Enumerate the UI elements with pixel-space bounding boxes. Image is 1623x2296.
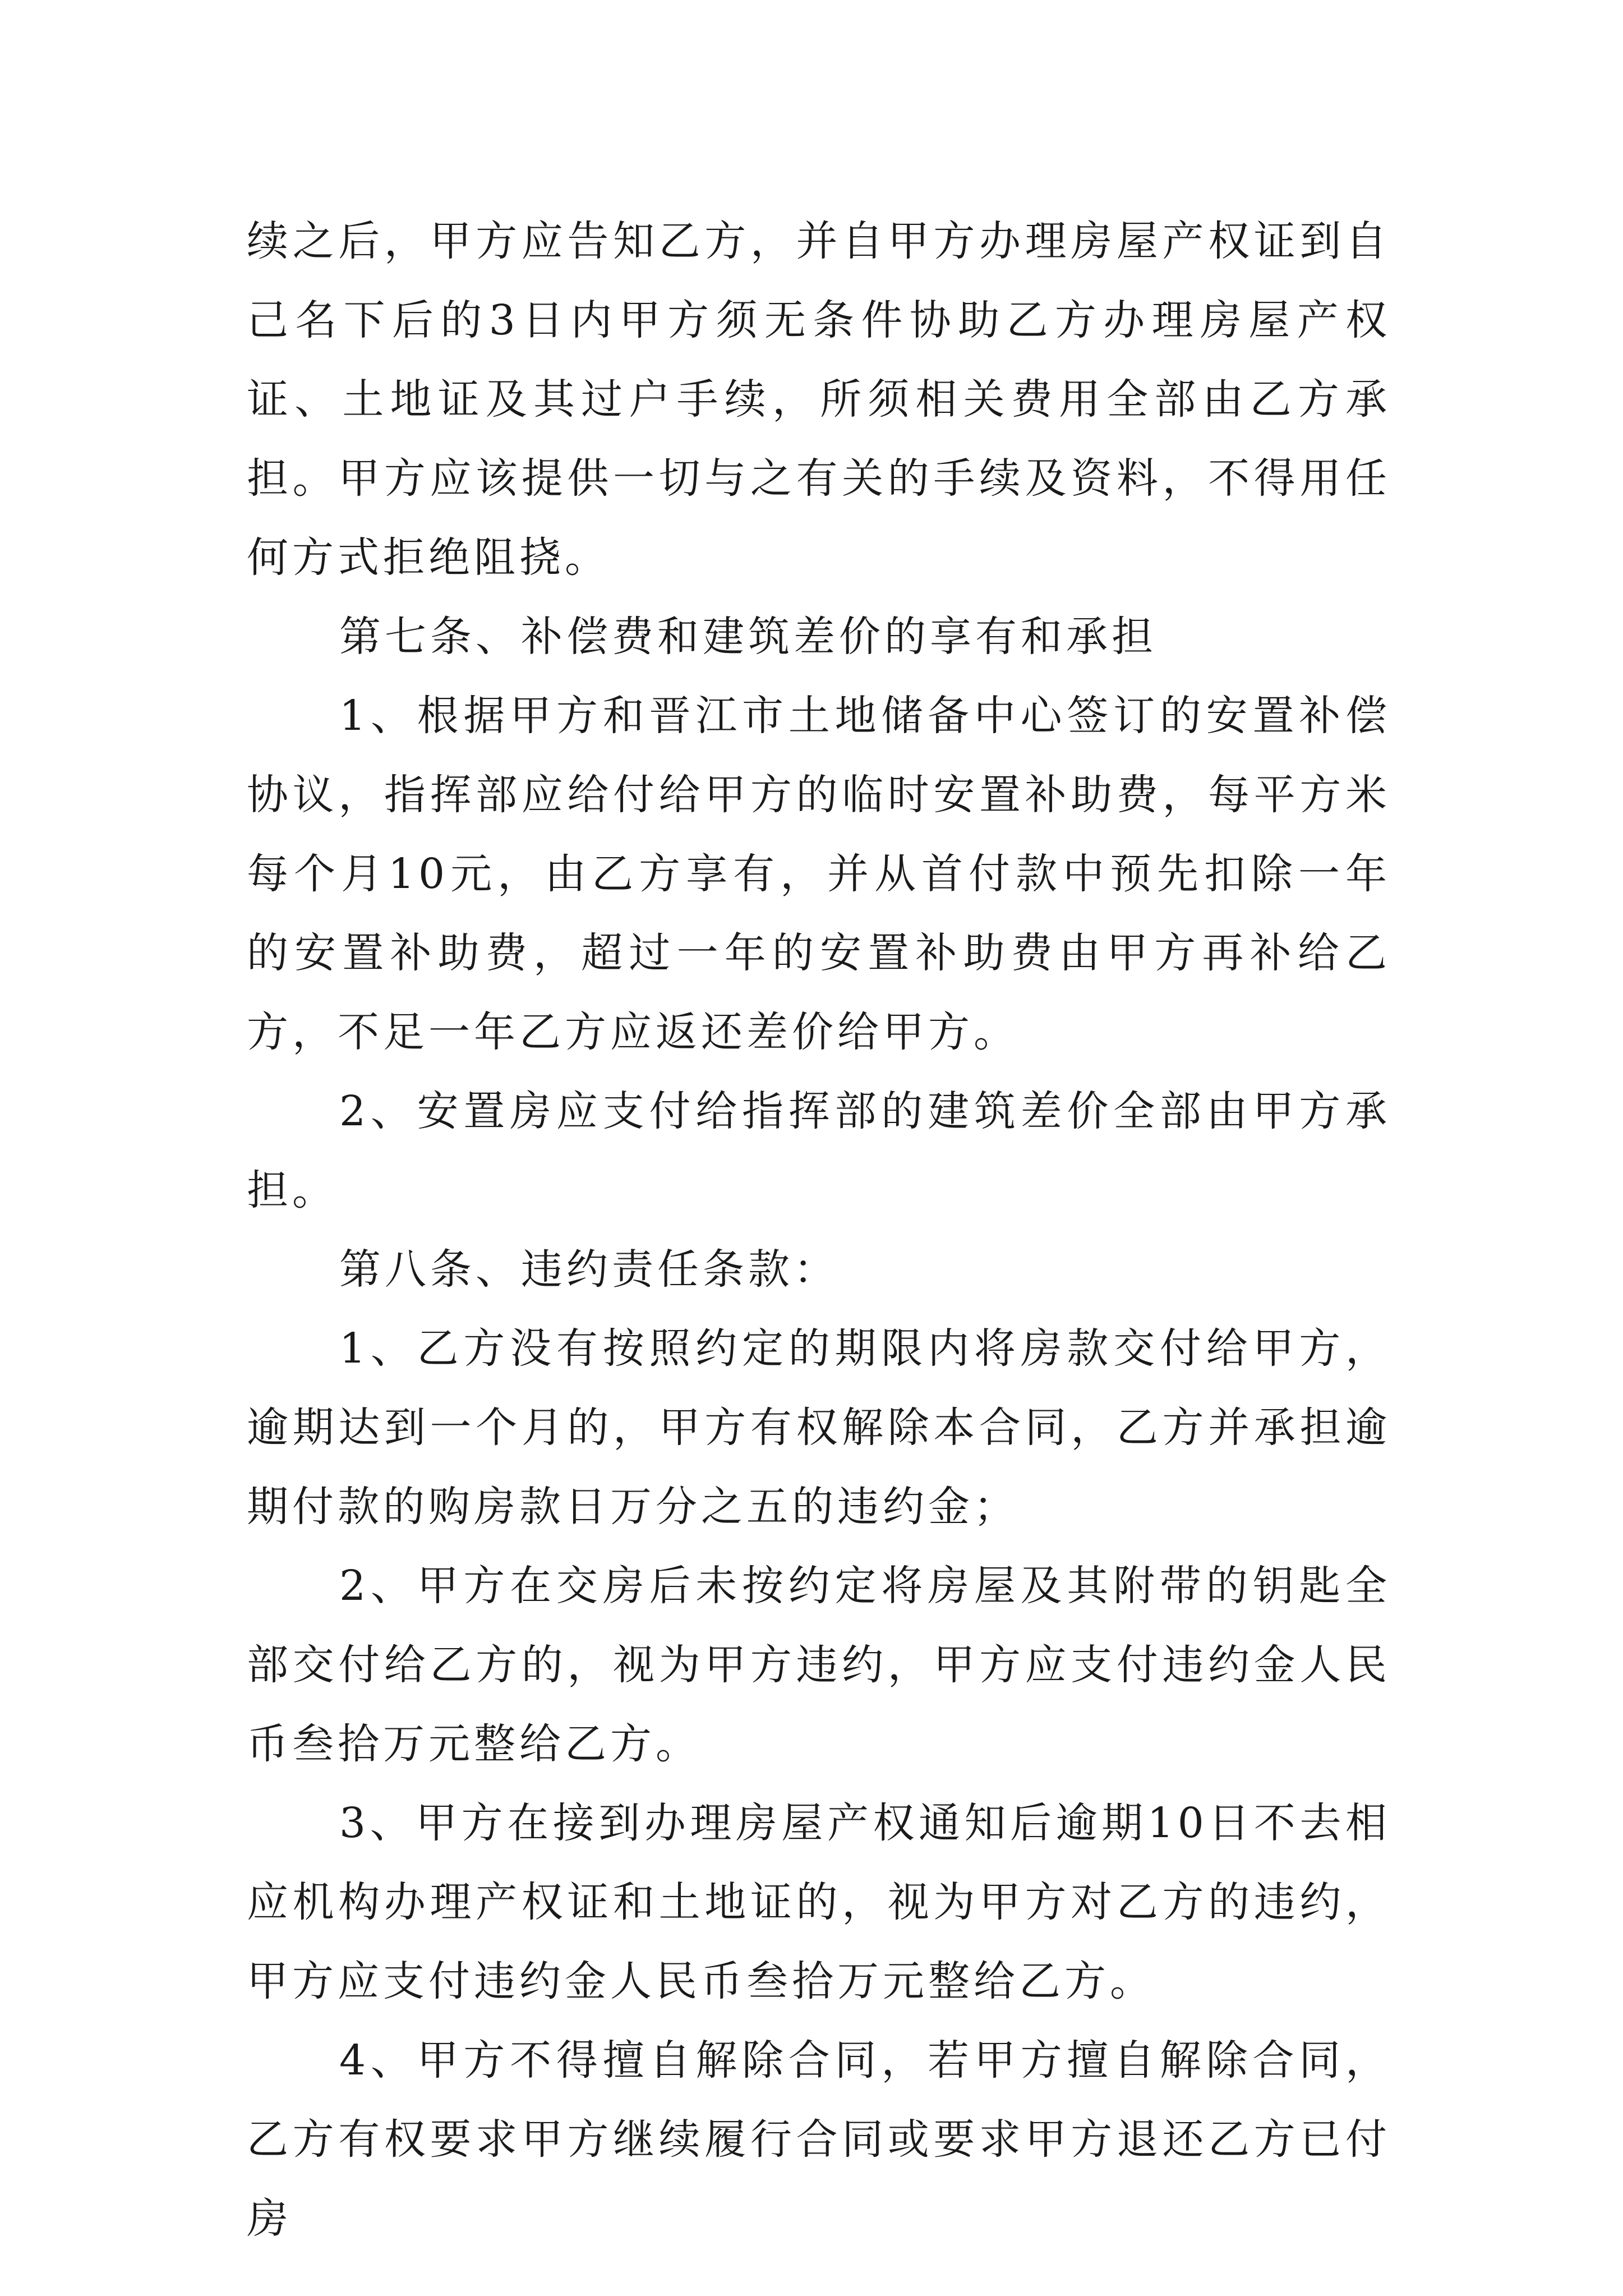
document-body — [247, 202, 1391, 2258]
article-7-clause-2: 2、安置房应支付给指挥部的建筑差价全部由甲方承担。 — [247, 1087, 1391, 1214]
paragraph-continuation: 续之后，甲方应告知乙方，并自甲方办理房屋产权证到自己名下后的3日内甲方须无条件协助乙方办理房屋产权证、土地证及其过户手续，所须相关费用全部由乙方承担。甲方应该提供一切与之有关的手续及资料，不得用任何方式拒绝阻挠。 — [247, 217, 1391, 582]
article-8-clause-2: 2、甲方在交房后未按约定将房屋及其附带的钥匙全部交付给乙方的，视为甲方违约，甲方应支付违约金人民币叁拾万元整给乙方。 — [247, 1562, 1391, 1768]
article-8-clause-1: 1、乙方没有按照约定的期限内将房款交付给甲方，逾期达到一个月的，甲方有权解除本合同，乙方并承担逾期付款的购房款日万分之五的违约金； — [247, 1324, 1391, 1531]
article-8-clause-3: 3、甲方在接到办理房屋产权通知后逾期10日不去相应机构办理产权证和土地证的，视为甲方对乙方的违约，甲方应支付违约金人民币叁拾万元整给乙方。 — [247, 1799, 1391, 2005]
article-7-heading: 第七条、补偿费和建筑差价的享有和承担 — [339, 613, 1157, 661]
article-7-clause-1: 1、根据甲方和晋江市土地储备中心签订的安置补偿协议，指挥部应给付给甲方的临时安置补助费，每平方米每个月10元，由乙方享有，并从首付款中预先扣除一年的安置补助费，超过一年的安置补助费由甲方再补给乙方，不足一年乙方应返还差价给甲方。 — [247, 692, 1391, 1056]
article-8-heading: 第八条、违约责任条款： — [339, 1245, 839, 1294]
article-8-clause-4: 4、甲方不得擅自解除合同，若甲方擅自解除合同，乙方有权要求甲方继续履行合同或要求甲方退还乙方已付房 — [247, 2036, 1391, 2243]
